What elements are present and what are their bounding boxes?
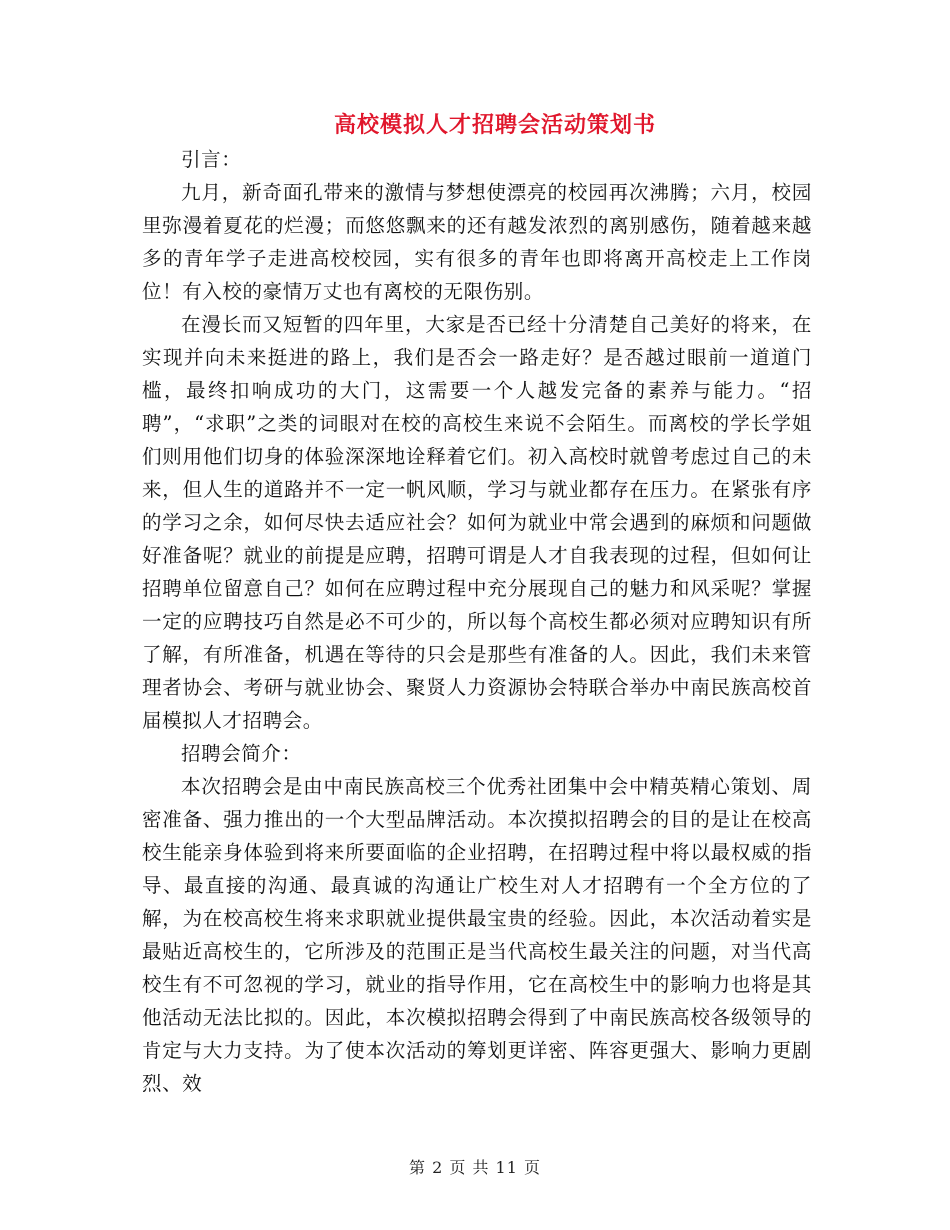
heading-fair-overview: 招聘会简介： xyxy=(181,742,302,765)
heading-introduction: 引言： xyxy=(181,148,242,171)
page-number-footer: 第 2 页 共 11 页 xyxy=(409,1158,541,1177)
paragraph-fair-overview: 本次招聘会是由中南民族高校三个优秀社团集中会中精英精心策划、周密准备、强力推出的一个大型品牌活动。本次摸拟招聘会的目的是让在校高校生能亲身体验到将来所要面临的企业招聘，在招聘过程中将以最权威的指导、最直接的沟通、最真诚的沟通让广校生对人才招聘有一个全方位的了解，为在校高校生将来求职就业提供最宝贵的经验。因此，本次活动着实是最贴近高校生的，它所涉及的范围正是当代高校生最关注的问题，对当代高校生有不可忽视的学习，就业的指导作用，它在高校生中的影响力也将是其他活动无法比拟的。因此，本次模拟招聘会得到了中南民族高校各级领导的肯定与大力支持。为了使本次活动的筹划更详密、阵容更强大、影响力更剧烈、效 xyxy=(142,775,812,1095)
document-body xyxy=(142,143,812,1100)
paragraph-background: 在漫长而又短暂的四年里，大家是否已经十分清楚自己美好的将来，在实现并向未来挺进的路上，我们是否会一路走好？是否越过眼前一道道门槛，最终扣响成功的大门，这需要一个人越发完备的素养与能力。“招聘”，“求职”之类的词眼对在校的高校生来说不会陌生。而离校的学长学姐们则用他们切身的体验深深地诠释着它们。初入高校时就曾考虑过自己的未来，但人生的道路并不一定一帆风顺，学习与就业都存在压力。在紧张有序的学习之余，如何尽快去适应社会？如何为就业中常会遇到的麻烦和问题做好准备呢？就业的前提是应聘，招聘可谓是人才自我表现的过程，但如何让招聘单位留意自己？如何在应聘过程中充分展现自己的魅力和风采呢？掌握一定的应聘技巧自然是必不可少的，所以每个高校生都必须对应聘知识有所了解，有所准备，机遇在等待的只会是那些有准备的人。因此，我们未来管理者协会、考研与就业协会、聚贤人力资源协会特联合举办中南民族高校首届模拟人才招聘会。 xyxy=(142,313,812,732)
paragraph-introduction: 九月，新奇面孔带来的激情与梦想使漂亮的校园再次沸腾；六月，校园里弥漫着夏花的烂漫；而悠悠飘来的还有越发浓烈的离别感伤，随着越来越多的青年学子走进高校校园，实有很多的青年也即将离开高校走上工作岗位！有入校的豪情万丈也有离校的无限伤别。 xyxy=(142,181,812,303)
document-title: 高校模拟人才招聘会活动策划书 xyxy=(333,112,656,138)
